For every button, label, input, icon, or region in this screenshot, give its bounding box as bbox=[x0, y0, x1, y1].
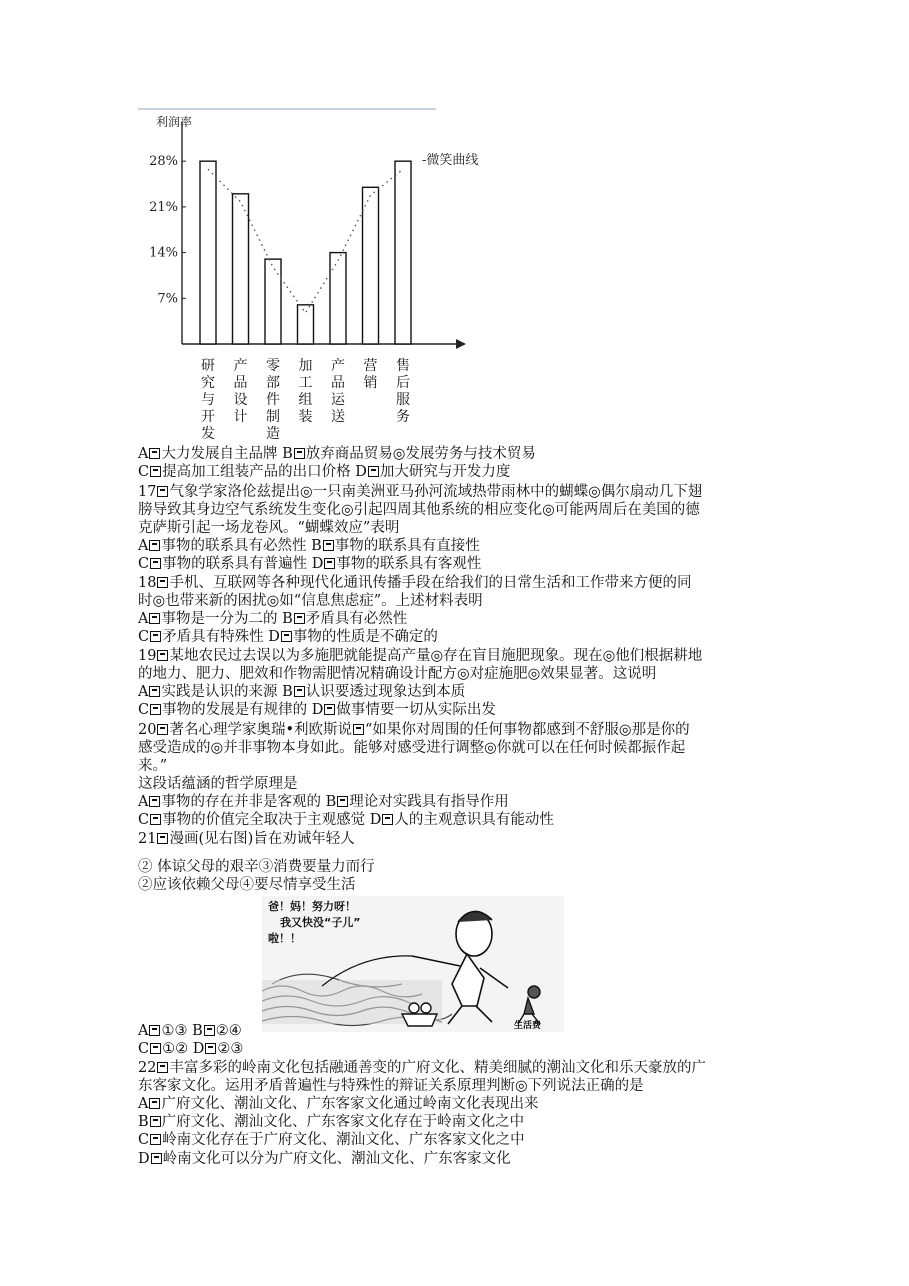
cartoon-tag-label: 生活费 bbox=[514, 1021, 542, 1031]
box-glyph-icon bbox=[323, 540, 334, 551]
bar bbox=[298, 305, 314, 344]
text-line: 18 手机、互联网等各种现代化通讯传播手段在给我们的日常生活和工作带来方便的同 bbox=[138, 575, 692, 591]
text-line: 的地力、肥力、肥效和作物需肥情况精确设计配方◎对症施肥◎效果显著。这说明 bbox=[138, 666, 657, 682]
text-line: C 提高加工组装产品的出口价格 D 加大研究与开发力度 bbox=[138, 464, 511, 480]
box-glyph-icon bbox=[149, 540, 160, 551]
category-label-char: 工 bbox=[298, 375, 313, 391]
text-line: C 事物的联系具有普遍性 D 事物的联系具有客观性 bbox=[138, 556, 482, 572]
text-line: C ①② D ②③ bbox=[138, 1041, 244, 1057]
category-label bbox=[234, 357, 248, 425]
box-glyph-icon bbox=[149, 613, 160, 624]
y-axis-label: 利润率 bbox=[156, 115, 193, 129]
text-line: 17 气象学家洛伦兹提出◎一只南美洲亚马孙河流域热带雨林中的蝴蝶◎偶尔扇动几下翅 bbox=[138, 484, 703, 500]
box-glyph-icon bbox=[150, 466, 161, 477]
text-line: A 事物的联系具有必然性 B 事物的联系具有直接性 bbox=[138, 538, 480, 554]
text-line: 时◎也带来新的困扰◎如“信息焦虑症”。上述材料表明 bbox=[138, 593, 483, 609]
cartoon-illustration bbox=[262, 896, 564, 1032]
bar bbox=[395, 161, 411, 344]
category-label bbox=[364, 357, 378, 391]
box-glyph-icon bbox=[157, 833, 168, 844]
category-label-char: 部 bbox=[266, 375, 280, 391]
category-label-char: 务 bbox=[396, 409, 410, 425]
text-line: A 实践是认识的来源 B 认识要透过现象达到本质 bbox=[138, 684, 466, 700]
text-line: A 大力发展自主品牌 B 放弃商品贸易◎发展劳务与技术贸易 bbox=[138, 446, 536, 462]
box-glyph-icon bbox=[294, 448, 305, 459]
box-glyph-icon bbox=[324, 558, 335, 569]
category-label-char: 究 bbox=[201, 375, 215, 391]
text-line: 克萨斯引起一场龙卷风。“蝴蝶效应”表明 bbox=[138, 520, 400, 536]
box-glyph-icon bbox=[157, 724, 168, 735]
text-line: 21 漫画(见右图)旨在劝诫年轻人 bbox=[138, 831, 355, 847]
category-label-char: 产 bbox=[331, 358, 345, 374]
category-label bbox=[331, 357, 346, 425]
text-line: C 事物的价值完全取决于主观感觉 D 人的主观意识具有能动性 bbox=[138, 812, 554, 828]
box-glyph-icon bbox=[149, 1025, 160, 1036]
bars bbox=[200, 161, 411, 344]
text-line: C 矛盾具有特殊性 D 事物的性质是不确定的 bbox=[138, 629, 438, 645]
text-line: 来。” bbox=[138, 758, 168, 774]
box-glyph-icon bbox=[149, 1098, 160, 1109]
legend-label: -微笑曲线 bbox=[422, 153, 479, 168]
box-glyph-icon bbox=[281, 631, 292, 642]
text-line: 感受造成的◎并非事物本身如此。能够对感受进行调整◎你就可以在任何时候都振作起 bbox=[138, 740, 686, 756]
y-tick-label: 21% bbox=[149, 199, 178, 215]
category-labels bbox=[201, 357, 410, 442]
box-glyph-icon bbox=[368, 466, 379, 477]
box-glyph-icon bbox=[157, 650, 168, 661]
box-glyph-icon bbox=[149, 448, 160, 459]
category-label-char: 与 bbox=[201, 392, 215, 408]
box-glyph-icon bbox=[150, 631, 161, 642]
category-label-char: 造 bbox=[266, 426, 280, 442]
box-glyph-icon bbox=[337, 796, 348, 807]
text-line: 东客家文化。运用矛盾普遍性与特殊性的辩证关系原理判断◎下列说法正确的是 bbox=[138, 1078, 644, 1094]
text-line: C 岭南文化存在于广府文化、潮汕文化、广东客家文化之中 bbox=[138, 1132, 525, 1148]
text-line: ② 体谅父母的艰辛③消费要量力而行 bbox=[138, 859, 375, 875]
text-line: A ①③ B ②④ bbox=[138, 1023, 242, 1039]
category-label-char: 品 bbox=[331, 375, 345, 391]
y-tick-label: 14% bbox=[149, 245, 178, 261]
box-glyph-icon bbox=[157, 577, 168, 588]
bar bbox=[265, 259, 281, 344]
category-label-char: 装 bbox=[298, 409, 313, 425]
cartoon-caption-3: 啦！！ bbox=[268, 932, 301, 945]
x-axis-arrow-icon bbox=[456, 339, 466, 349]
category-label-char: 零 bbox=[266, 358, 280, 374]
bar bbox=[363, 187, 379, 344]
category-label-char: 件 bbox=[266, 392, 280, 408]
category-label bbox=[201, 358, 215, 442]
box-glyph-icon bbox=[294, 613, 305, 624]
text-line: C 事物的发展是有规律的 D 做事情要一切从实际出发 bbox=[138, 702, 496, 718]
box-glyph-icon bbox=[150, 814, 161, 825]
text-line: ②应该依赖父母④要尽情享受生活 bbox=[138, 877, 356, 893]
text-line: B 广府文化、潮汕文化、广东客家文化存在于岭南文化之中 bbox=[138, 1114, 525, 1130]
bar bbox=[200, 161, 216, 344]
category-label-char: 研 bbox=[201, 358, 215, 374]
text-line: 22 丰富多彩的岭南文化包括融通善变的广府文化、精美细腻的潮汕文化和乐天豪放的广 bbox=[138, 1060, 706, 1076]
box-glyph-icon bbox=[157, 486, 168, 497]
category-label-char: 发 bbox=[201, 426, 215, 442]
category-label-char: 销 bbox=[363, 375, 378, 391]
category-label-char: 营 bbox=[363, 358, 378, 374]
category-label bbox=[396, 357, 410, 425]
y-ticks bbox=[149, 154, 186, 306]
category-label-char: 送 bbox=[331, 409, 345, 425]
box-glyph-icon bbox=[150, 1116, 161, 1127]
text-line: A 事物是一分为二的 B 矛盾具有必然性 bbox=[138, 611, 408, 627]
box-glyph-icon bbox=[324, 704, 335, 715]
text-line: 这段话蕴涵的哲学原理是 bbox=[138, 776, 298, 792]
category-label-char: 产 bbox=[233, 358, 248, 374]
box-glyph-icon bbox=[294, 686, 305, 697]
box-glyph-icon bbox=[150, 558, 161, 569]
category-label-char: 制 bbox=[266, 409, 280, 425]
text-line: 膀导致其身边空气系统发生变化◎引起四周其他系统的相应变化◎可能两周后在美国的德 bbox=[138, 502, 700, 518]
category-label-char: 计 bbox=[233, 409, 248, 425]
text-line: A 事物的存在并非是客观的 B 理论对实践具有指导作用 bbox=[138, 794, 509, 810]
y-tick-label: 7% bbox=[157, 291, 178, 307]
category-label-char: 运 bbox=[331, 392, 345, 408]
box-glyph-icon bbox=[150, 704, 161, 715]
text-line: 20 著名心理学家奥瑞•利欧斯说 “如果你对周围的任何事物都感到不舒服◎那是你的 bbox=[138, 722, 690, 738]
category-label-char: 品 bbox=[233, 375, 248, 391]
category-label-char: 设 bbox=[233, 392, 248, 408]
text-line: A 广府文化、潮汕文化、广东客家文化通过岭南文化表现出来 bbox=[138, 1096, 539, 1112]
bar bbox=[330, 253, 346, 344]
box-glyph-icon bbox=[150, 1134, 161, 1145]
category-label-char: 组 bbox=[298, 392, 313, 408]
category-label bbox=[299, 358, 313, 425]
category-label-char: 加 bbox=[298, 358, 313, 374]
smile-curve-chart bbox=[138, 108, 510, 443]
cartoon-caption-1: 爸！妈！努力呀！ bbox=[268, 900, 356, 913]
box-glyph-icon bbox=[149, 796, 160, 807]
cartoon-svg bbox=[262, 896, 564, 1032]
category-label-char: 服 bbox=[396, 392, 410, 408]
chart-svg bbox=[138, 108, 510, 443]
box-glyph-icon bbox=[157, 1062, 168, 1073]
box-glyph-icon bbox=[353, 724, 364, 735]
bar bbox=[233, 194, 249, 344]
text-line: D 岭南文化可以分为广府文化、潮汕文化、广东客家文化 bbox=[138, 1151, 511, 1167]
category-label-char: 开 bbox=[201, 409, 215, 425]
box-glyph-icon bbox=[150, 1043, 161, 1054]
text-line: 19 某地农民过去误以为多施肥就能提高产量◎存在盲目施肥现象。现在◎他们根据耕地 bbox=[138, 648, 703, 664]
box-glyph-icon bbox=[151, 1153, 162, 1164]
box-glyph-icon bbox=[382, 814, 393, 825]
category-label-char: 售 bbox=[396, 358, 410, 374]
box-glyph-icon bbox=[205, 1043, 216, 1054]
y-tick-label: 28% bbox=[149, 154, 178, 170]
category-label-char: 后 bbox=[396, 375, 410, 391]
box-glyph-icon bbox=[204, 1025, 215, 1036]
box-glyph-icon bbox=[149, 686, 160, 697]
category-label bbox=[266, 358, 280, 442]
cartoon-caption-2: 我又快没“子儿” bbox=[280, 916, 361, 929]
